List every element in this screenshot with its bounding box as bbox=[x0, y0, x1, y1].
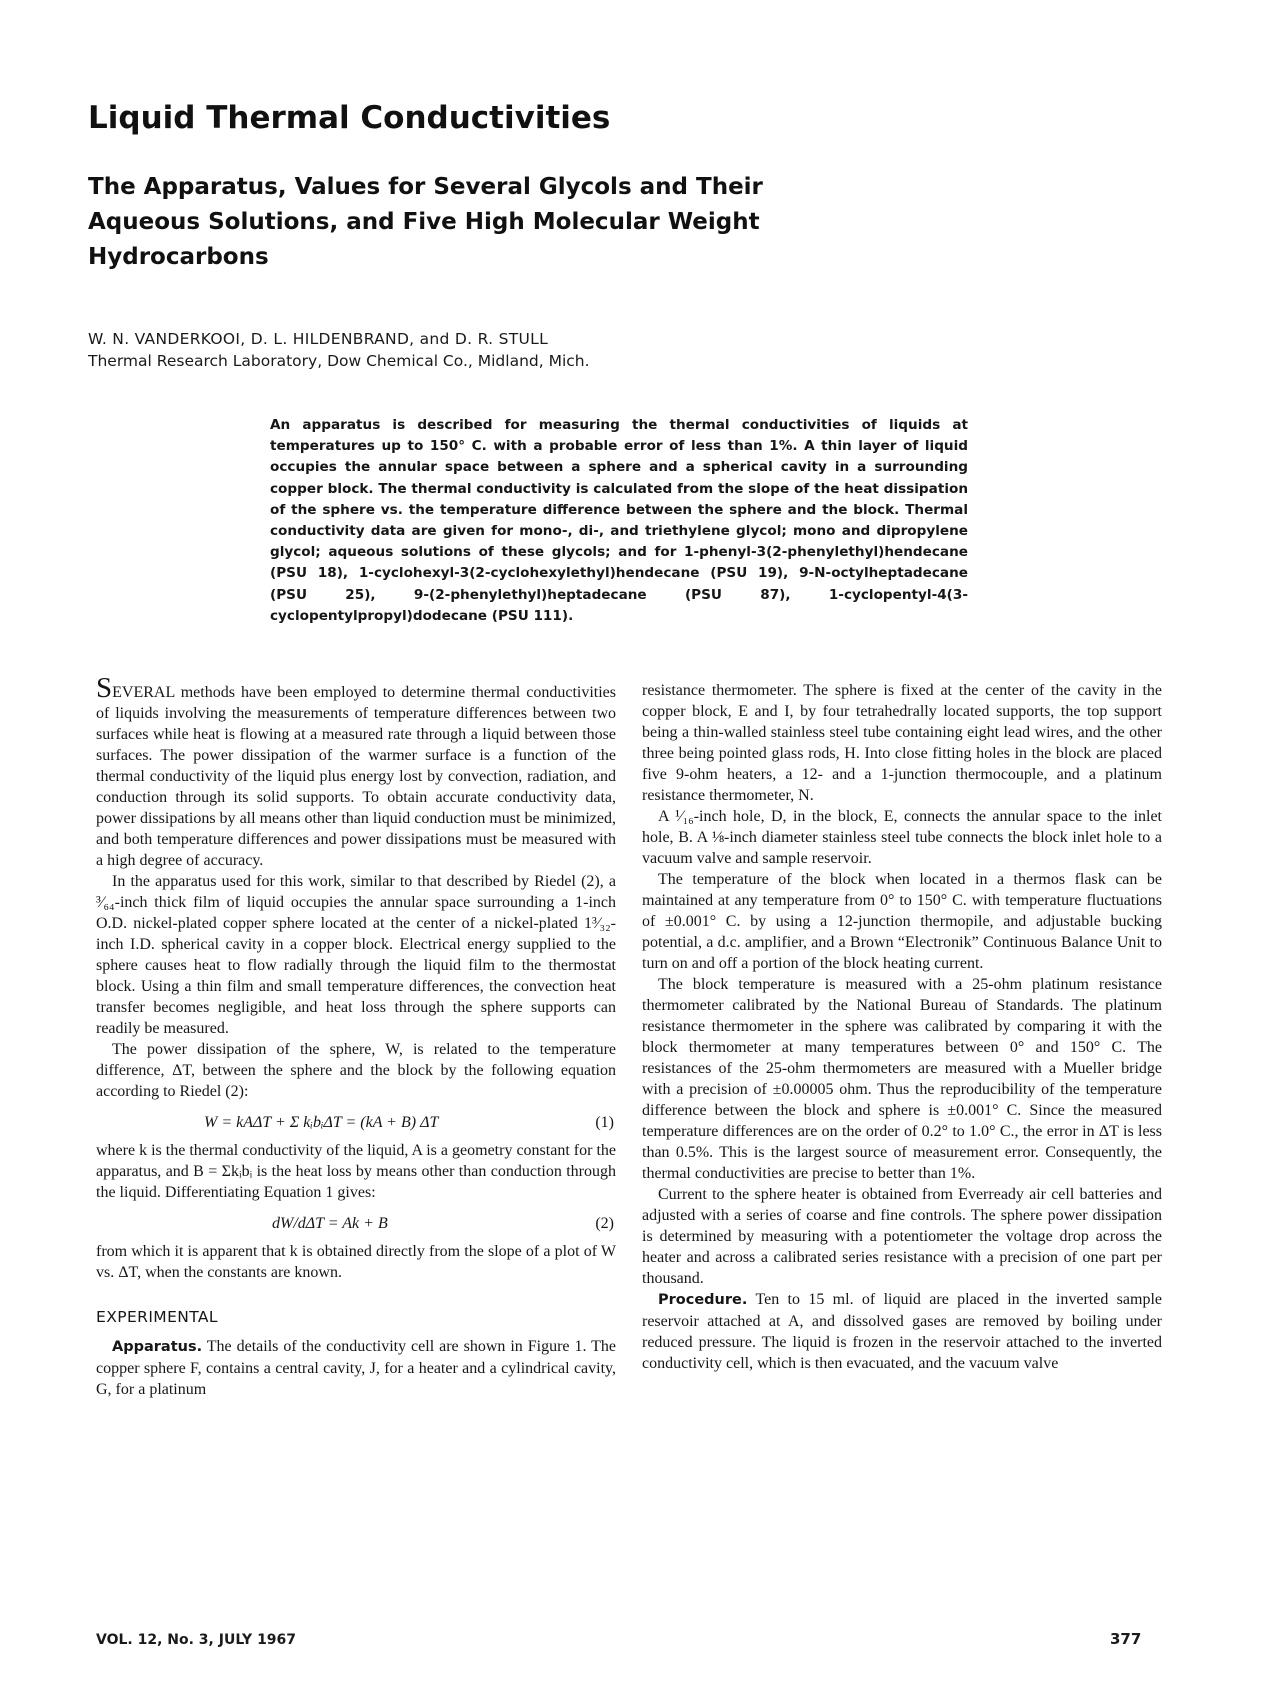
page-title: Liquid Thermal Conductivities bbox=[88, 100, 611, 136]
equation-body: dW/dΔT = Ak + B bbox=[272, 1215, 388, 1232]
authors: W. N. VANDERKOOI, D. L. HILDENBRAND, and D. R. STULL bbox=[88, 330, 548, 348]
subtitle: The Apparatus, Values for Several Glycols and Their Aqueous Solutions, and Five High Molecular Weight Hydrocarbons bbox=[88, 174, 763, 270]
intro-text: EVERAL methods have been employed to determine thermal conductivities of liquids involving the measurements of temperature differences between two surfaces while heat is flowing at a measured rate through a liquid between those surfaces. The power dissipation of the warmer surface is a function of the thermal conductivity of the liquid plus energy lost by convection, radiation, and conduction through its solid supports. To obtain accurate conductivity data, power dissipations by all means other than liquid conduction must be minimized, and both temperature differences and power dissipations must be measured with a high degree of accuracy. bbox=[96, 684, 616, 869]
equation-number: (2) bbox=[595, 1215, 614, 1232]
paragraph: The block temperature is measured with a 25-ohm platinum resistance thermometer calibrated by the National Bureau of Standards. The platinum resistance thermometer in the sphere was calibrated by comparing it with the block thermometer at many temperatures between 0° and 150° C. The resistances of the 25-ohm thermometers are measured with a Mueller bridge with a precision of ±0.00005 ohm. Thus the reproducibility of the temperature difference between the block and sphere is ±0.001° C. Since the measured temperature differences are on the order of 0.2° to 1.0° C., the error in ΔT is less than 0.5%. This is the largest source of measurement error. Consequently, the thermal conductivities are precise to better than 1%. bbox=[642, 976, 1162, 1182]
paragraph: The temperature of the block when located in a thermos flask can be maintained at any temperature from 0° to 150° C. with temperature fluctuations of ±0.001° C. by using a 12-junction thermopile, and adjustable bucking potential, a d.c. amplifier, and a Brown “Electronik” Continuous Balance Unit to turn on and off a portion of the block heating current. bbox=[642, 871, 1162, 972]
section-heading: EXPERIMENTAL bbox=[96, 1308, 218, 1326]
right-column bbox=[642, 680, 1162, 1374]
equation-2 bbox=[96, 1211, 616, 1235]
equation-number: (1) bbox=[595, 1114, 614, 1131]
run-in-heading: Apparatus. bbox=[112, 1339, 203, 1355]
page-number: 377 bbox=[1110, 1630, 1142, 1648]
paragraph: The power dissipation of the sphere, W, is related to the temperature difference, ΔT, between the sphere and the block by the following equation according to Riedel (2): bbox=[96, 1041, 616, 1100]
apparatus-paragraph bbox=[96, 1336, 616, 1400]
journal-reference: VOL. 12, No. 3, JULY 1967 bbox=[96, 1632, 297, 1648]
paragraph: from which it is apparent that k is obtained directly from the slope of a plot of W vs. ΔT, when the constants are known. bbox=[96, 1243, 616, 1281]
equation-body: W = kAΔT + Σ kᵢbᵢΔT = (kA + B) ΔT bbox=[204, 1114, 439, 1131]
paragraph: A ¹⁄₁₆-inch hole, D, in the block, E, connects the annular space to the inlet hole, B. A ⅛-inch diameter stainless steel tube connects the block inlet hole to a vacuum valve and sample reservoir. bbox=[642, 808, 1162, 867]
paragraph: resistance thermometer. The sphere is fixed at the center of the cavity in the copper block, E and I, by four tetrahedrally located supports, the top support being a thin-walled stainless steel tube containing eight lead wires, and the other three being pointed glass rods, H. Into close fitting holes in the block are placed five 9-ohm heaters, a 12- and a 1-junction thermocouple, and a platinum resistance thermometer, N. bbox=[642, 682, 1162, 804]
paragraph: In the apparatus used for this work, similar to that described by Riedel (2), a ³⁄₆₄-inch thick film of liquid occupies the annular space surrounding a 1-inch O.D. nickel-plated copper sphere located at the center of a nickel-plated 1³⁄₃₂-inch I.D. spherical cavity in a copper block. Electrical energy supplied to the sphere causes heat to flow radially through the liquid film to the thermostat block. Using a thin film and small temperature differences, the convection heat transfer becomes negligible, and heat loss through the sphere supports can readily be measured. bbox=[96, 873, 616, 1037]
abstract: An apparatus is described for measuring the thermal conductivities of liquids at temperatures up to 150° C. with a probable error of less than 1%. A thin layer of liquid occupies the annular space between a sphere and a spherical cavity in a surrounding copper block. The thermal conductivity is calculated from the slope of the heat dissipation of the sphere vs. the temperature difference between the sphere and the block. Thermal conductivity data are given for mono-, di-, and triethylene glycol; mono and dipropylene glycol; aqueous solutions of these glycols; and for 1-phenyl-3(2-phenylethyl)hendecane (PSU 18), 1-cyclohexyl-3(2-cyclohexylethyl)hendecane (PSU 19), 9-N-octylheptadecane (PSU 25), 9-(2-phenylethyl)heptadecane (PSU 87), 1-cyclopentyl-4(3-cyclopentylpropyl)dodecane (PSU 111). bbox=[270, 417, 968, 624]
drop-cap: S bbox=[96, 672, 113, 704]
affiliation: Thermal Research Laboratory, Dow Chemical Co., Midland, Mich. bbox=[88, 352, 590, 370]
intro-paragraph bbox=[96, 672, 616, 871]
paragraph: where k is the thermal conductivity of the liquid, A is a geometry constant for the apparatus, and B = Σkᵢbᵢ is the heat loss by means other than conduction through the liquid. Differentiating Equation 1 gives: bbox=[96, 1142, 616, 1201]
paragraph: Current to the sphere heater is obtained from Everready air cell batteries and adjusted with a series of coarse and fine controls. The sphere power dissipation is determined by measuring with a potentiometer the voltage drop across the heater and across a calibrated series resistance with a precision of one part per thousand. bbox=[642, 1186, 1162, 1287]
run-in-heading: Procedure. bbox=[658, 1292, 748, 1308]
paragraph-text: The details of the conductivity cell are shown in Figure 1. The copper sphere F, contains a central cavity, J, for a heater and a cylindrical cavity, G, for a platinum bbox=[96, 1338, 616, 1398]
procedure-paragraph bbox=[642, 1289, 1162, 1374]
paragraph-text: Ten to 15 ml. of liquid are placed in the inverted sample reservoir attached at A, and dissolved gases are removed by boiling under reduced pressure. The liquid is frozen in the reservoir attached to the inverted conductivity cell, which is then evacuated, and the vacuum valve bbox=[642, 1291, 1162, 1372]
equation-1 bbox=[96, 1110, 616, 1134]
left-column bbox=[96, 672, 616, 1400]
